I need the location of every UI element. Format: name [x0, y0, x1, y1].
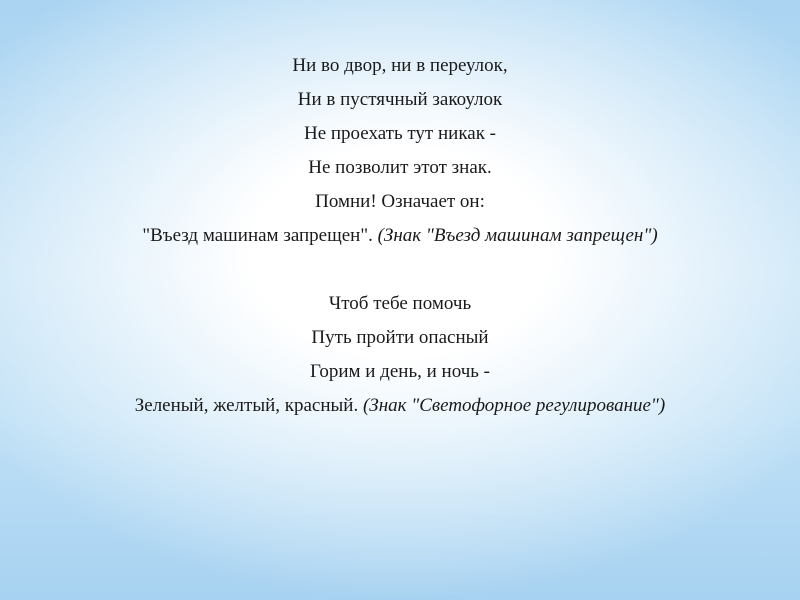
poem-text-block [0, 49, 800, 423]
poem-line-with-sign-note [0, 389, 800, 423]
sign-note: (Знак "Светофорное регулирование") [362, 395, 666, 416]
stanza-2 [0, 287, 800, 423]
poem-line-with-sign-note [0, 219, 800, 253]
poem-line: Помни! Означает он: [315, 191, 485, 212]
poem-line-text: Зеленый, желтый, красный. [134, 395, 363, 416]
poem-line: Путь пройти опасный [311, 327, 489, 348]
poem-line: Не проехать тут никак - [303, 123, 497, 144]
sign-note: (Знак "Въезд машинам запрещен") [377, 225, 658, 246]
poem-line: Ни во двор, ни в переулок, [292, 55, 508, 76]
poem-line: Горим и день, и ночь - [310, 361, 490, 382]
poem-line-text: "Въезд машинам запрещен". [142, 225, 378, 246]
poem-line: Не позволит этот знак. [308, 157, 492, 178]
stanza-divider [0, 253, 800, 287]
poem-line: Ни в пустячный закоулок [297, 89, 503, 110]
stanza-1 [0, 49, 800, 253]
poem-line: Чтоб тебе помочь [328, 293, 472, 314]
